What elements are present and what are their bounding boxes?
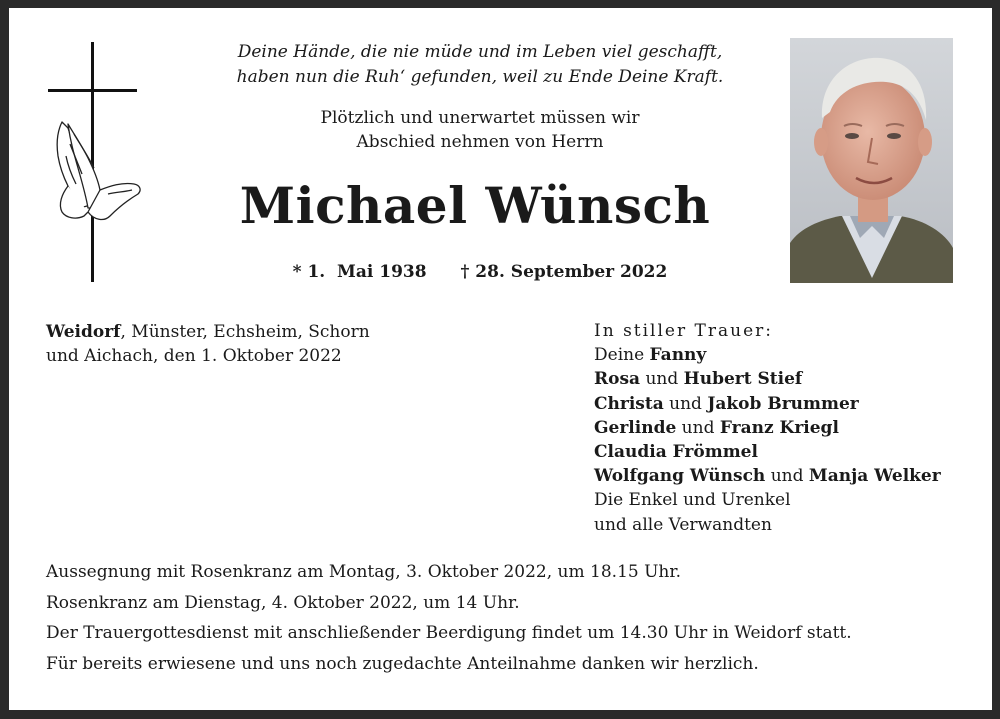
mourner-text: und — [765, 466, 809, 487]
poem-line: haben nun die Ruh‘ gefunden, weil zu Ende Deine Kraft. — [236, 67, 724, 87]
mourner-name: Christa — [594, 393, 664, 414]
mourner-text: Die Enkel und Urenkel — [594, 490, 791, 511]
mourner-line — [594, 440, 941, 464]
mourner-line — [594, 392, 941, 416]
intro-line: Abschied nehmen von Herrn — [356, 132, 604, 152]
place-and-date — [46, 320, 370, 368]
mourner-line — [594, 416, 941, 440]
mourner-line — [594, 464, 941, 488]
mourner-text: und alle Verwandten — [594, 514, 772, 535]
death-date: † 28. September 2022 — [460, 262, 668, 282]
mourner-name: Franz Kriegl — [719, 417, 839, 438]
mourner-name: Jakob Brummer — [707, 393, 859, 414]
info-line: Rosenkranz am Dienstag, 4. Oktober 2022, um 14 Uhr. — [46, 592, 520, 613]
mourners-heading: In stiller Trauer: — [594, 321, 773, 341]
mourner-name: Wolfgang Wünsch — [594, 466, 766, 487]
mourner-line — [594, 513, 941, 537]
info-line: Aussegnung mit Rosenkranz am Montag, 3. Oktober 2022, um 18.15 Uhr. — [46, 562, 682, 582]
deceased-name: Michael Wünsch — [239, 176, 711, 235]
place-town: Weidorf — [46, 322, 121, 342]
life-dates — [200, 262, 760, 282]
praying-hands-icon — [48, 116, 144, 226]
portrait-photo — [790, 38, 953, 283]
place-date-line: und Aichach, den 1. Oktober 2022 — [46, 346, 342, 366]
mourner-name: Manja Welker — [808, 466, 941, 487]
info-line: Der Trauergottesdienst mit anschließender Beerdigung findet um 14.30 Uhr in Weidorf statt. — [46, 623, 852, 643]
mourner-text: Deine — [594, 345, 650, 366]
service-info — [46, 557, 852, 679]
birth-date: * 1. Mai 1938 — [292, 262, 427, 282]
place-towns: , Münster, Echsheim, Schorn — [120, 322, 370, 342]
mourner-text: und — [663, 393, 708, 414]
intro-line: Plötzlich und unerwartet müssen wir — [320, 108, 640, 128]
mourner-name: Gerlinde — [594, 417, 677, 438]
cross-bar — [48, 89, 137, 92]
intro-text — [200, 106, 760, 154]
mourner-name: Fanny — [649, 345, 707, 366]
poem-line: Deine Hände, die nie müde und im Leben viel geschafft, — [237, 42, 723, 62]
mourner-line — [594, 367, 941, 391]
mourner-name: Claudia Frömmel — [594, 442, 758, 463]
mourner-line — [594, 343, 941, 367]
mourner-text: und — [676, 417, 720, 438]
mourners-list — [594, 319, 941, 537]
poem — [200, 40, 760, 90]
mourner-text: und — [640, 369, 684, 390]
info-line: Für bereits erwiesene und uns noch zugedachte Anteilnahme danken wir herzlich. — [46, 653, 759, 674]
mourner-name: Hubert Stief — [683, 369, 803, 390]
mourner-line — [594, 488, 941, 512]
mourner-name: Rosa — [594, 369, 641, 390]
